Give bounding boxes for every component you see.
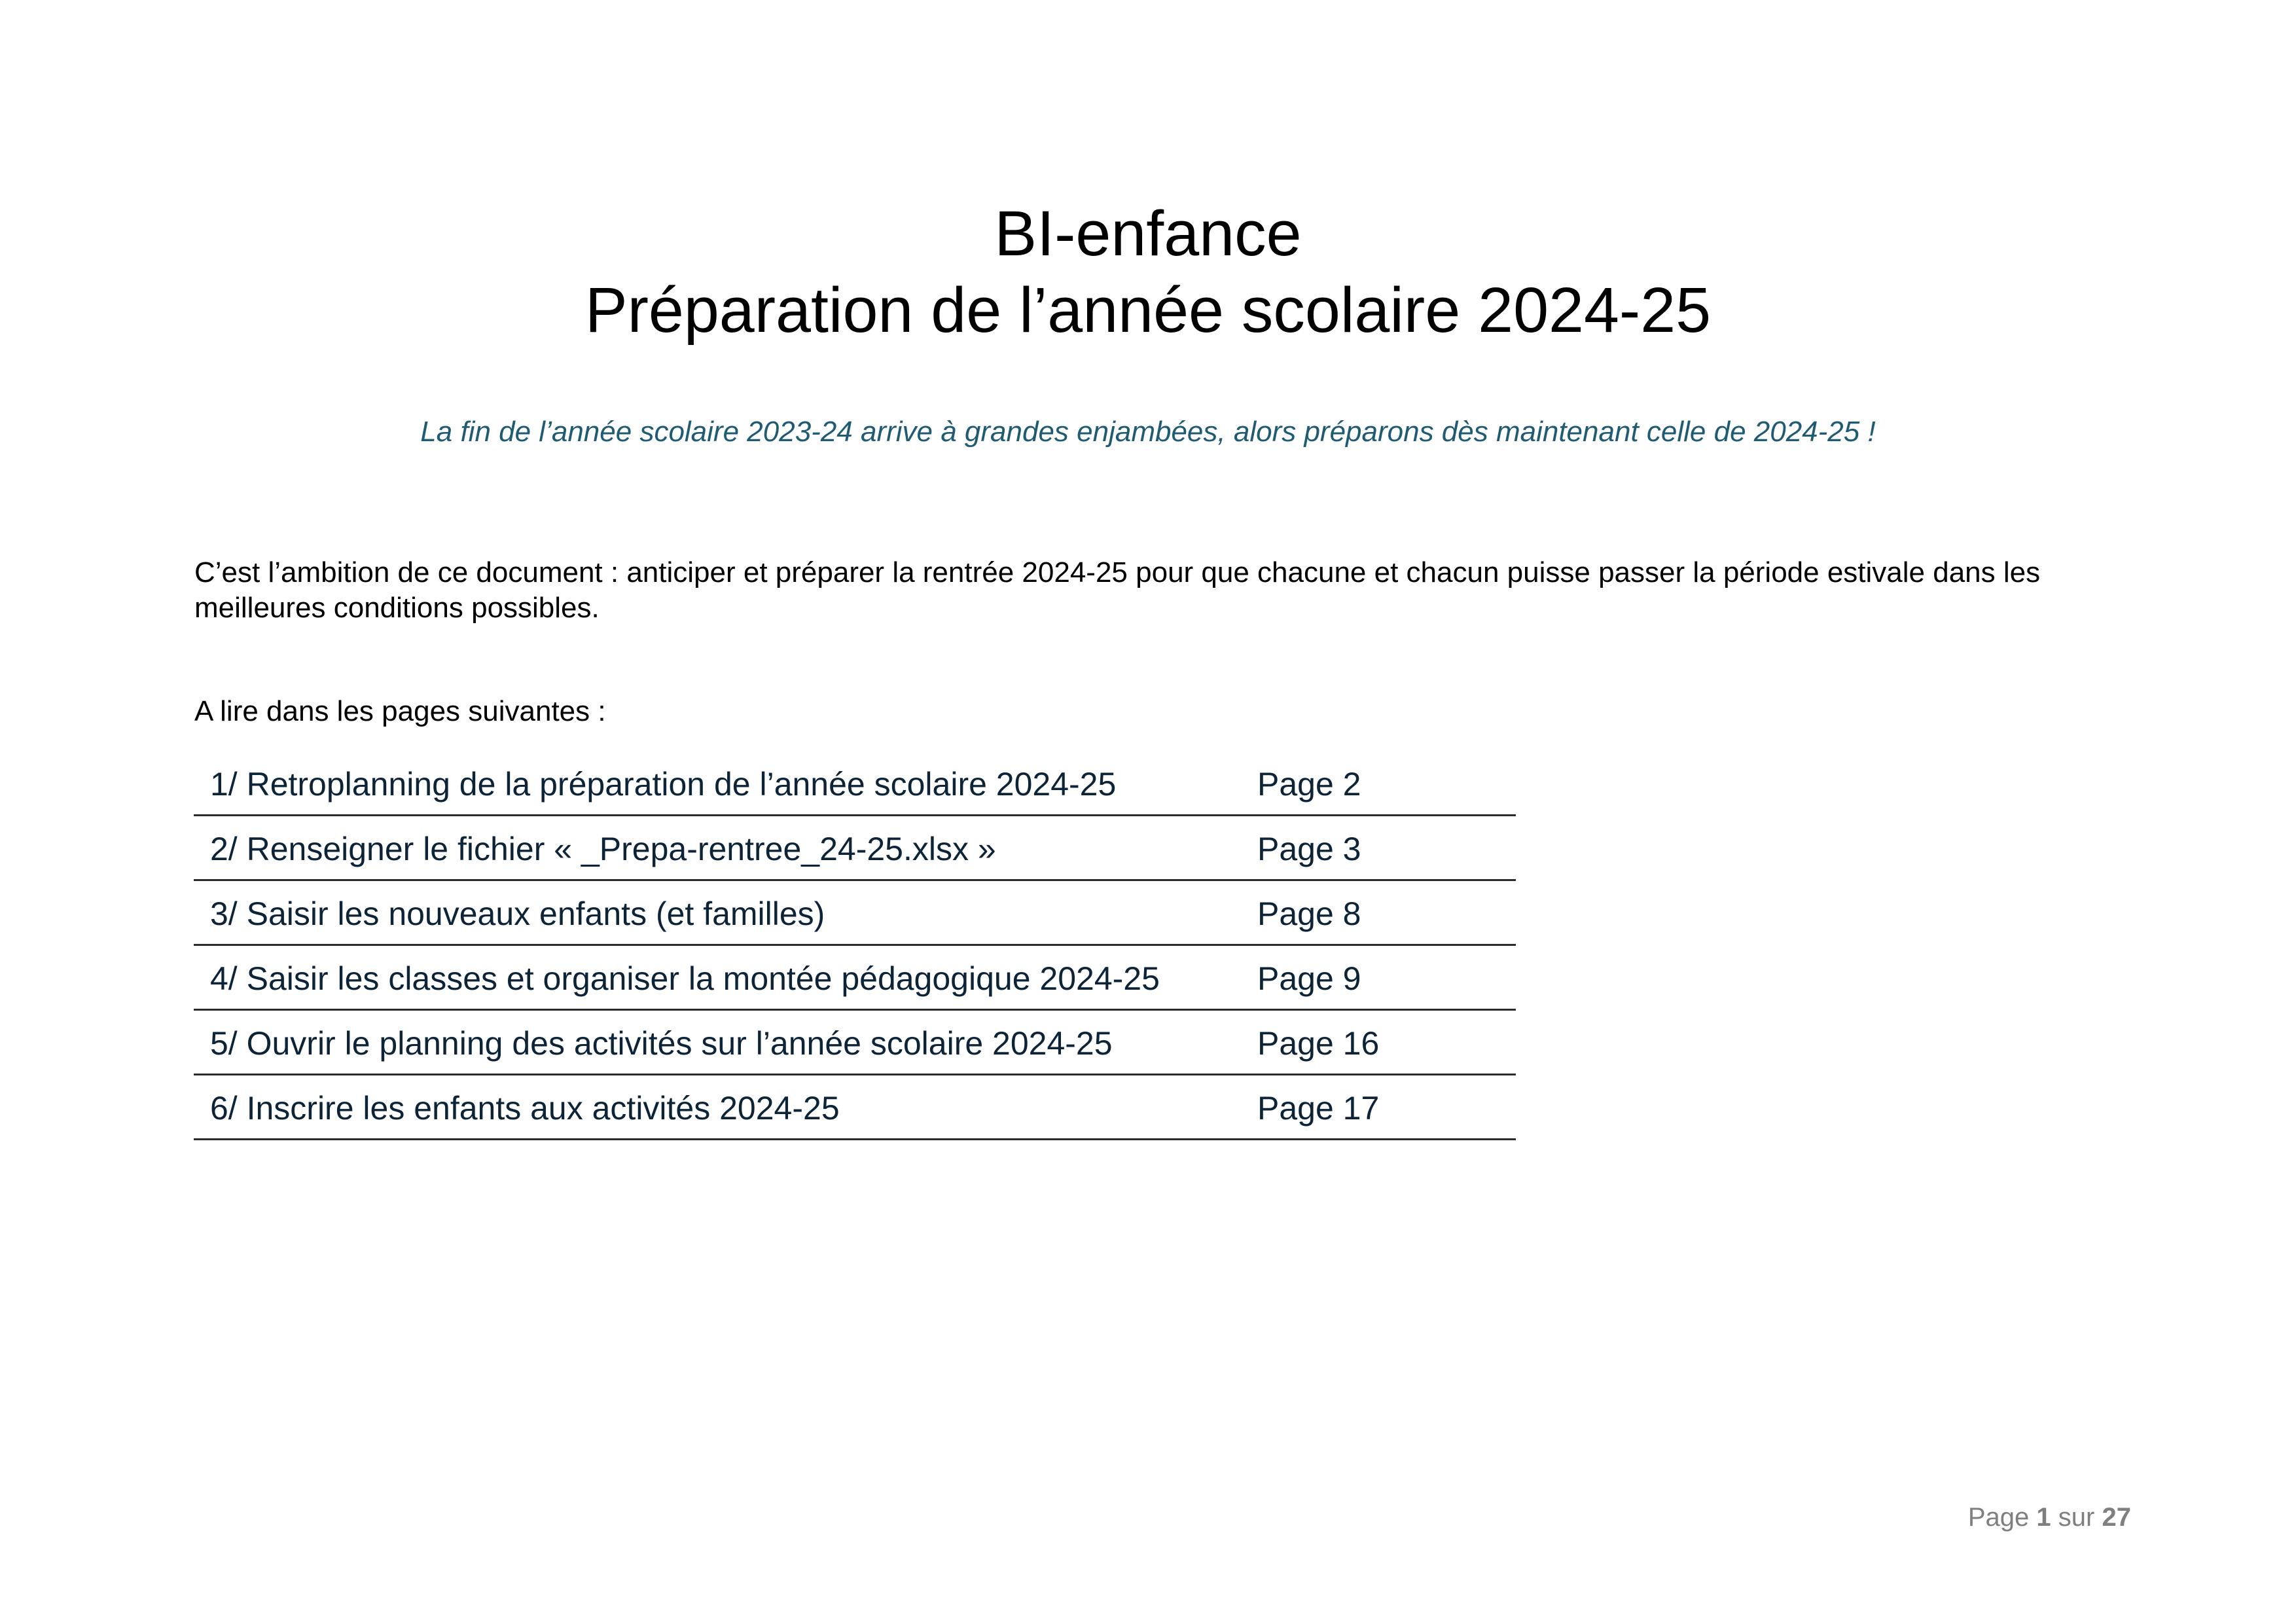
- page-number-footer: [1968, 1502, 2131, 1533]
- footer-total-pages: 27: [2102, 1503, 2131, 1532]
- toc-item-page: Page 17: [1257, 1090, 1380, 1127]
- subtitle: La fin de l’année scolaire 2023-24 arrive à grandes enjambées, alors préparons dès maintenant celle de 2024-25 !: [420, 416, 1876, 448]
- intro-paragraph: C’est l’ambition de ce document : anticiper et préparer la rentrée 2024-25 pour que chacune et chacun puisse passer la période estivale dans les meilleures conditions possibles.: [194, 556, 2041, 624]
- toc-item-label: 3/ Saisir les nouveaux enfants (et familles): [210, 895, 825, 932]
- toc-item-page: Page 8: [1257, 895, 1361, 932]
- toc-item-label: 4/ Saisir les classes et organiser la montée pédagogique 2024-25: [210, 960, 1160, 997]
- toc-row: [194, 1011, 1516, 1075]
- toc-row: [194, 1075, 1516, 1140]
- document-title: [0, 195, 2296, 348]
- footer-of-word: sur: [2058, 1503, 2095, 1532]
- toc-item-label: 5/ Ouvrir le planning des activités sur l’année scolaire 2024-25: [210, 1025, 1113, 1062]
- title-line-2: Préparation de l’année scolaire 2024-25: [584, 274, 1712, 346]
- toc-row: [194, 881, 1516, 946]
- footer-current-page: 1: [2036, 1503, 2051, 1532]
- toc-item-label: 2/ Renseigner le fichier « _Prepa-rentree_24-25.xlsx »: [210, 831, 996, 867]
- title-line-1: BI-enfance: [994, 198, 1302, 269]
- toc-item-page: Page 16: [1257, 1025, 1380, 1062]
- toc-heading: A lire dans les pages suivantes :: [194, 695, 606, 727]
- toc-item-label: 1/ Retroplanning de la préparation de l’année scolaire 2024-25: [210, 766, 1117, 803]
- table-of-contents: [194, 751, 1516, 1140]
- footer-page-word: Page: [1967, 1503, 2030, 1532]
- toc-item-page: Page 3: [1257, 831, 1361, 867]
- toc-item-label: 6/ Inscrire les enfants aux activités 2024-25: [210, 1090, 840, 1127]
- toc-row: [194, 751, 1516, 816]
- toc-row: [194, 816, 1516, 881]
- toc-row: [194, 946, 1516, 1011]
- toc-item-page: Page 9: [1257, 960, 1361, 997]
- toc-item-page: Page 2: [1257, 766, 1361, 803]
